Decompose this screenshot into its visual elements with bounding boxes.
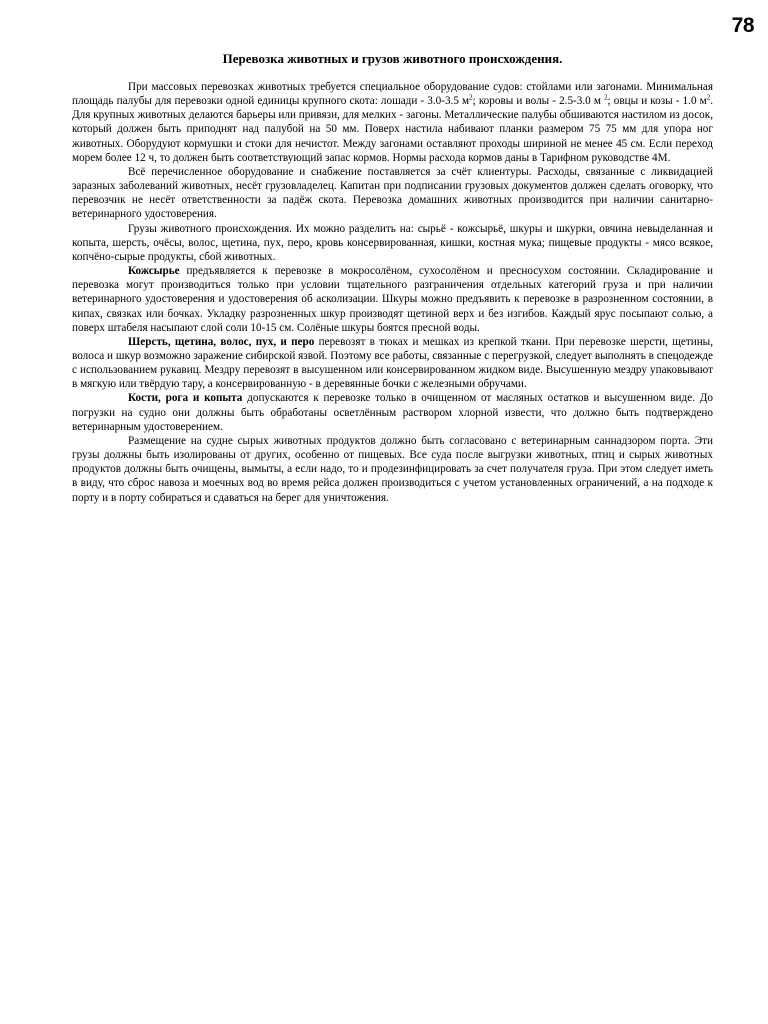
page-title: Перевозка животных и грузов животного происхождения.: [222, 51, 563, 66]
paragraph-text: допускаются к перевозке только в очищенном от масляных остатков и высушенном виде. До погрузки на судно они должны быть обработаны осветлённым раствором хлорной извести, что должно быть подтверждено ветеринарным удостоверением.: [72, 392, 713, 433]
document-body: [72, 80, 713, 505]
paragraph-text: перевозят в тюках и мешках из крепкой ткани. При перевозке шерсти, щетины, волоса и шкур возможно заражение сибирской язвой. Поэтому все работы, связанные с перегрузкой, следует выполнять в спецодежде с использованием рукавиц. Мездру перевозят в высушенном или консервированном жидком виде. Высушенную мездру упаковывают в мягкую или твёрдую тару, а консервированную - в деревянные бочки с железными обручами.: [72, 335, 713, 391]
paragraph: [72, 434, 713, 505]
paragraph: [72, 165, 713, 222]
paragraph: [72, 335, 713, 392]
superscript: 2: [604, 93, 608, 102]
paragraph: [72, 80, 713, 165]
superscript: 2: [469, 93, 473, 102]
paragraph-lead-term: Шерсть, щетина, волос, пух, и перо: [128, 335, 315, 348]
paragraph-text: При массовых перевозках животных требуется специальное оборудование судов: стойлами или загонами. Минимальная площадь палубы для перевозки одной единицы крупного скота: лошади - 3.0-3.5 м: [72, 81, 713, 108]
paragraph: [72, 222, 713, 264]
paragraph: [72, 391, 713, 433]
paragraph-text: Размещение на судне сырых животных продуктов должно быть согласовано с ветеринарным саннадзором порта. Эти грузы должны быть изолированы от других, особенно от пищевых. Все суда после выгрузки животных, птиц и сырых животных продуктов должны быть очищены, вымыты, а если надо, то и продезинфицировать за счет получателя груза. При этом следует иметь в виду, что сброс навоза и моечных вод во время рейса должен производиться с учетом установленных ограничений, а на подходе к порту и в порту собираться и сдаваться на берег для уничтожения.: [72, 434, 713, 504]
paragraph-text: . Для крупных животных делаются барьеры или привязи, для мелких - загоны. Металлические палубы обшиваются настилом из досок, который должен быть приподнят над палубой на 50 мм. Поверх настила набивают планки размером 75 75 мм для упора ног животных. Оборудуют кормушки и стоки для нечистот. Между загонами оставляют проходы шириной не менее 45 см. Если переход морем более 12 ч, то должен быть соответствующий запас кормов. Нормы расхода кормов даны в Тарифном руководстве 4М.: [72, 95, 714, 164]
paragraph-lead-term: Кожсырье: [128, 265, 180, 278]
page-number: 78: [731, 14, 754, 37]
paragraph-text: ; коровы и волы - 2.5-3.0 м: [472, 95, 605, 108]
paragraph-text: ; овцы и козы - 1.0 м: [607, 95, 707, 108]
paragraph: [72, 264, 713, 335]
paragraph-text: предъявляется к перевозке в мокросолёном, сухосолёном и пресносухом состоянии. Складирование и перевозка могут производиться только при условии тщательного разграничения отдельных категорий груза и при наличии ветеринарного удостоверения и удостоверения об асколизации. Шкуры можно предъявить к перевозке в разрозненном состоянии, в кипах, связках или бочках. Укладку разрозненных шкур производят щетиной верх и без изгибов. Каждый ярус посыпают солью, а поверх штабеля насыпают слой соли 10-15 см. Солёные шкуры боятся пресной воды.: [72, 265, 713, 334]
superscript: 2: [706, 93, 711, 102]
paragraph-text: Грузы животного происхождения. Их можно разделить на: сырьё - кожсырьё, шкуры и шкурки, овчина невыделанная и копыта, шерсть, очёсы, волос, щетина, пух, перо, кровь консервированная, кишки, костная мука; пищевые продукты - мясо всякое, копчёно-сырые продукты, сбой животных.: [72, 222, 713, 263]
paragraph-lead-term: Кости, рога и копыта: [128, 392, 243, 405]
paragraph-text: Всё перечисленное оборудование и снабжение поставляется за счёт клиентуры. Расходы, связанные с ликвидацией заразных заболеваний животных, несёт грузовладелец. Капитан при подписании грузовых документов должен сделать оговорку, что перевозчик не несёт ответственности за падёж скота. Перевозка домашних животных производится при наличии санитарно-ветеринарного удостоверения.: [72, 165, 713, 221]
